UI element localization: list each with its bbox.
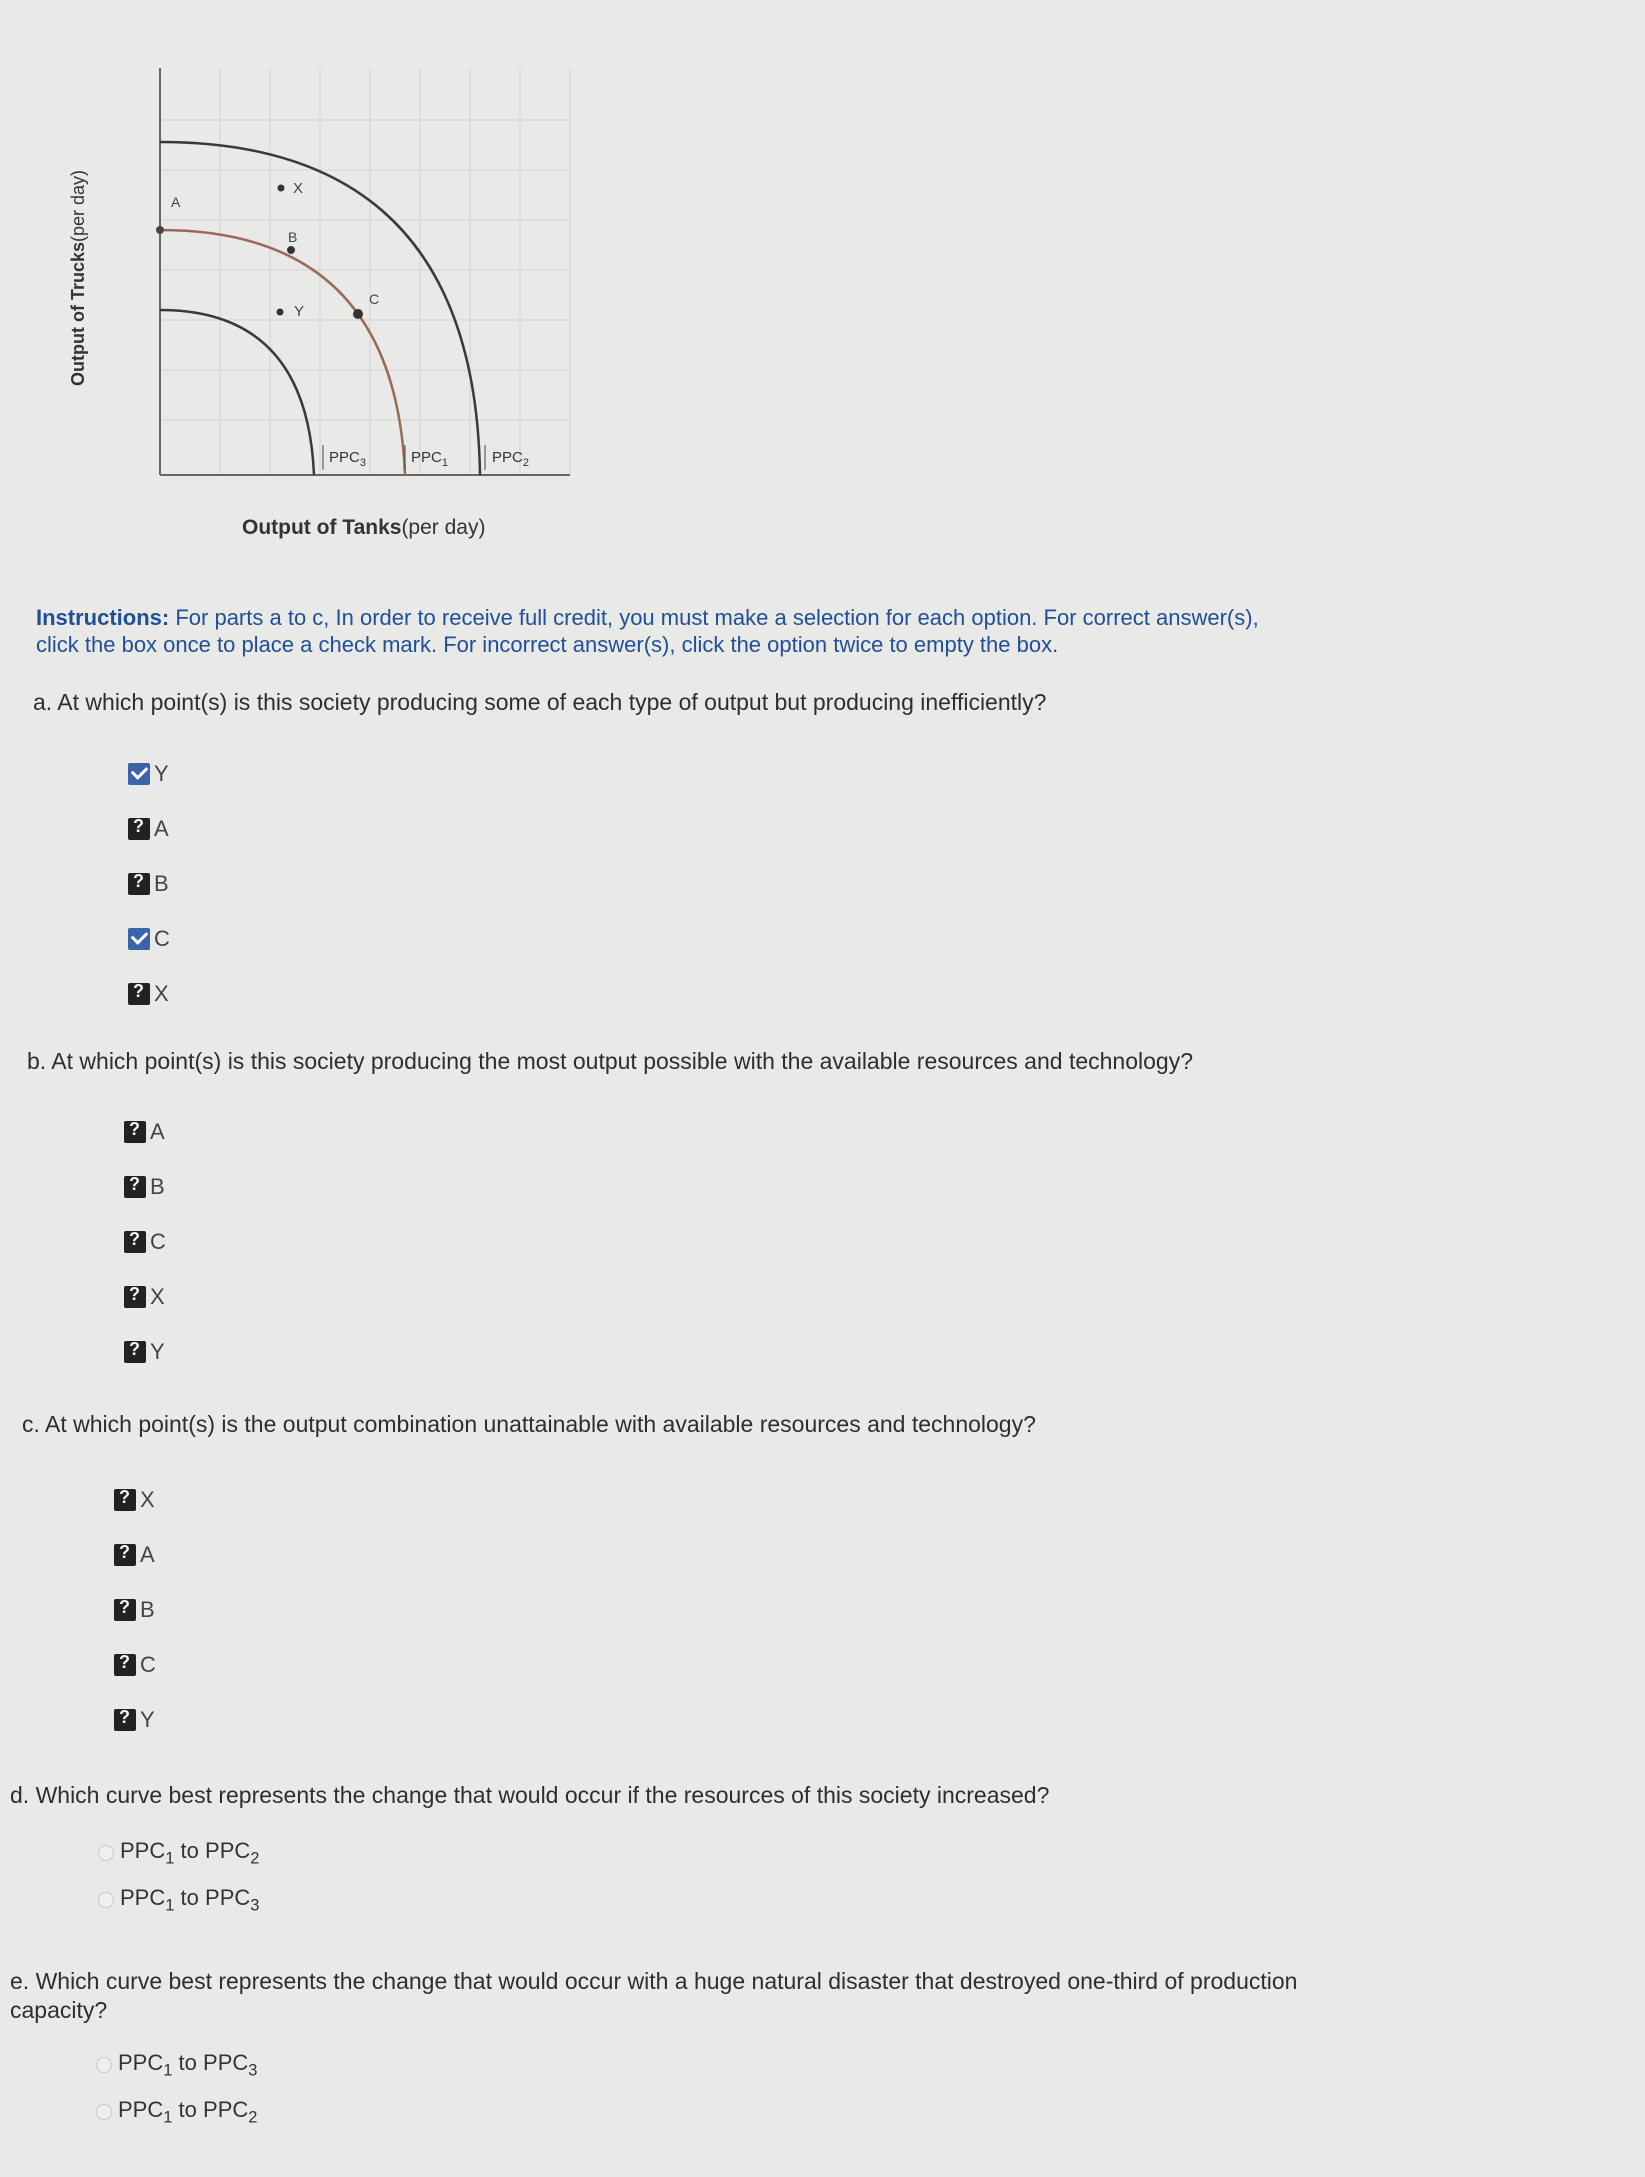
option-label: X [150, 1284, 165, 1309]
point-c-dot [353, 309, 363, 319]
option-part-b-a[interactable] [124, 1118, 165, 1146]
radio-button-icon[interactable] [98, 1845, 114, 1861]
unanswered-checkbox-icon[interactable] [114, 1489, 136, 1511]
unanswered-checkbox-icon[interactable] [124, 1176, 146, 1198]
radio-button-icon[interactable] [96, 2104, 112, 2120]
radio-label: $PPC_1$ to $PPC_2$ [120, 1838, 260, 1868]
point-x-label: X [293, 180, 304, 197]
point-y-dot [277, 309, 284, 316]
option-label: C [140, 1652, 156, 1677]
axes [160, 68, 570, 475]
option-part-c-y[interactable] [114, 1706, 155, 1734]
unanswered-checkbox-icon[interactable] [114, 1709, 136, 1731]
question-d: d. Which curve best represents the change that would occur if the resources of this society increased? [10, 1782, 1050, 1808]
unanswered-checkbox-icon[interactable] [128, 818, 150, 840]
option-part-b-b[interactable] [124, 1173, 165, 1201]
unanswered-checkbox-icon[interactable] [114, 1654, 136, 1676]
point-b-dot [287, 246, 295, 254]
point-a-dot [156, 226, 164, 234]
ppc1-label: $PPC_1$ [411, 449, 448, 469]
radio-part-e-option-1[interactable] [96, 2050, 257, 2080]
option-label: A [150, 1119, 165, 1144]
y-axis-label: Output of Trucks(per day) [68, 169, 88, 386]
point-b-label: B [288, 229, 298, 245]
option-part-a-x[interactable] [128, 980, 169, 1008]
option-label: C [150, 1229, 166, 1254]
ppc-graph [60, 50, 580, 490]
option-label: Y [150, 1339, 165, 1364]
option-part-c-x[interactable] [114, 1486, 155, 1514]
instructions: Instructions: For parts a to c, In order to receive full credit, you must make a selection for each option. For correct answer(s), click the box once to place a check mark. For incorrect answer(s), click the option twice to empty the box. [36, 605, 1259, 657]
point-c-label: C [369, 291, 380, 307]
radio-label: $PPC_1$ to $PPC_3$ [118, 2050, 258, 2080]
option-label: A [140, 1542, 155, 1567]
option-part-a-a[interactable] [128, 815, 169, 843]
ppc1-curve [160, 230, 405, 475]
question-e: e. Which curve best represents the change that would occur with a huge natural disaster that destroyed one-third of production capacity? [10, 1968, 1298, 2023]
question-c: c. At which point(s) is the output combination unattainable with available resources and technology? [22, 1411, 1036, 1437]
option-label: B [140, 1597, 155, 1622]
option-label: Y [154, 761, 169, 786]
checked-checkbox-icon[interactable] [128, 928, 150, 950]
unanswered-checkbox-icon[interactable] [124, 1231, 146, 1253]
radio-button-icon[interactable] [96, 2057, 112, 2073]
point-y-label: Y [294, 303, 305, 320]
radio-part-e-option-2[interactable] [96, 2097, 257, 2127]
ppc3-label: $PPC_3$ [329, 449, 366, 469]
unanswered-checkbox-icon[interactable] [128, 983, 150, 1005]
option-label: B [150, 1174, 165, 1199]
point-a-label: A [171, 194, 181, 210]
option-part-b-c[interactable] [124, 1228, 166, 1256]
option-label: X [154, 981, 169, 1006]
unanswered-checkbox-icon[interactable] [124, 1121, 146, 1143]
unanswered-checkbox-icon[interactable] [114, 1544, 136, 1566]
x-axis-label: Output of Tanks(per day) [242, 516, 486, 539]
radio-button-icon[interactable] [98, 1892, 114, 1908]
question-a: a. At which point(s) is this society producing some of each type of output but producing inefficiently? [33, 689, 1047, 715]
option-part-c-c[interactable] [114, 1651, 156, 1679]
point-x-dot [278, 185, 285, 192]
radio-label: $PPC_1$ to $PPC_3$ [120, 1885, 260, 1915]
radio-label: $PPC_1$ to $PPC_2$ [118, 2097, 258, 2127]
option-label: X [140, 1487, 155, 1512]
option-part-c-b[interactable] [114, 1596, 155, 1624]
option-part-b-x[interactable] [124, 1283, 165, 1311]
option-part-a-b[interactable] [128, 870, 169, 898]
radio-part-d-option-2[interactable] [98, 1885, 259, 1915]
unanswered-checkbox-icon[interactable] [124, 1286, 146, 1308]
option-part-b-y[interactable] [124, 1338, 165, 1366]
unanswered-checkbox-icon[interactable] [128, 873, 150, 895]
option-part-c-a[interactable] [114, 1541, 155, 1569]
option-label: C [154, 926, 170, 951]
question-b: b. At which point(s) is this society producing the most output possible with the available resources and technology? [27, 1048, 1193, 1074]
radio-part-d-option-1[interactable] [98, 1838, 259, 1868]
option-label: Y [140, 1707, 155, 1732]
option-label: A [154, 816, 169, 841]
checked-checkbox-icon[interactable] [128, 763, 150, 785]
option-part-a-y[interactable] [128, 760, 169, 788]
option-label: B [154, 871, 169, 896]
grid [160, 68, 570, 475]
ppc2-label: $PPC_2$ [492, 449, 529, 469]
unanswered-checkbox-icon[interactable] [114, 1599, 136, 1621]
ppc3-curve [160, 310, 314, 475]
option-part-a-c[interactable] [128, 925, 170, 953]
unanswered-checkbox-icon[interactable] [124, 1341, 146, 1363]
